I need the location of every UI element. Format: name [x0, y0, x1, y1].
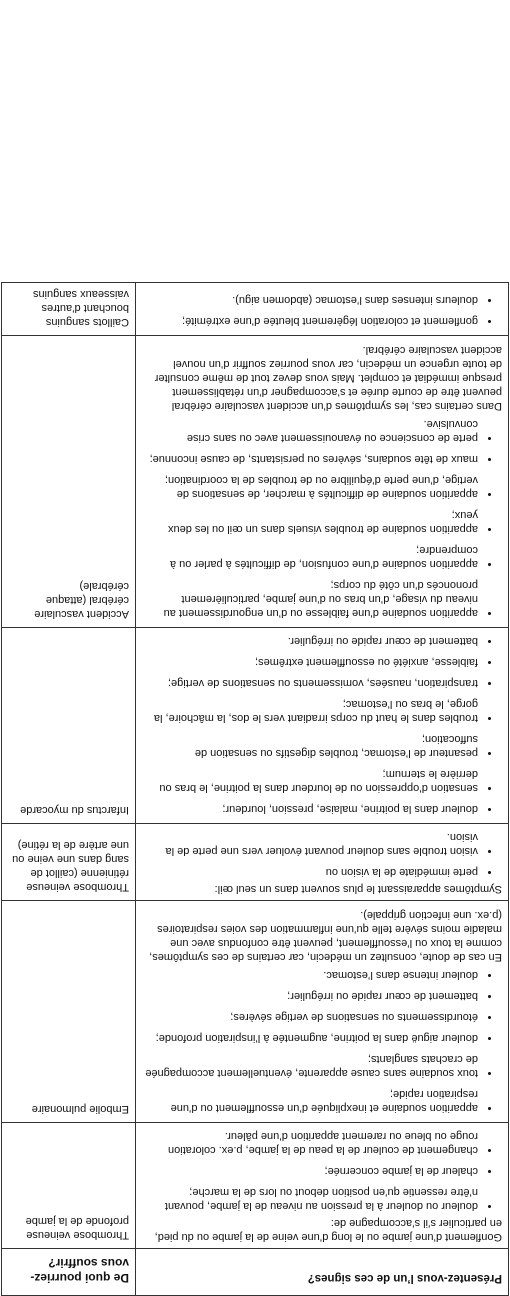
list-item: • battement de cœur rapide ou irrégulier;: [142, 989, 478, 1003]
list-item: • pesanteur de l’estomac, troubles digestifs ou sensation de suffocation;: [142, 732, 478, 760]
list-item: • apparition soudaine de difficultés à marcher, de sensations de vertige, d’une perte d’équilibre ou de troubles de la coordination;: [142, 473, 478, 501]
signs-note: En cas de doute, consultez un médecin, car certains de ces symptômes, comme la toux ou l’essoufflement, peuvent être confondus avec une maladie moins sévère telle qu’une inflammation des voies respiratoires (p.ex. une infection grippale).: [149, 909, 502, 963]
table-row: [2, 1123, 509, 1249]
table-row: [2, 901, 509, 1123]
condition-cell: Caillots sanguins bouchant d’autres vaisseaux sanguins: [2, 283, 136, 336]
list-item: • perte immédiate de la vision ou: [142, 865, 478, 879]
signs-list: [142, 1129, 502, 1213]
list-item: • gonflement et coloration légèrement bleutée d’une extrémité;: [142, 314, 478, 328]
header-condition: De quoi pourriez-vous souffrir?: [2, 1249, 136, 1296]
condition-cell: Accident vasculaire cérébral (attaque cérébrale): [2, 336, 136, 628]
list-item: • apparition soudaine d’une confusion, de difficultés à parler ou à comprendre;: [142, 543, 478, 571]
table-row: [2, 824, 509, 901]
signs-cell: [136, 824, 509, 901]
list-item: • douleur intense dans l’estomac.: [142, 968, 478, 982]
signs-intro: Gonflement d’une jambe ou le long d’une veine de la jambe ou du pied, en particulier s’il s’accompagne de:: [154, 1217, 502, 1243]
condition-cell: Embolie pulmonaire: [2, 901, 136, 1123]
condition-cell: Thrombose veineuse profonde de la jambe: [2, 1123, 136, 1249]
list-item: • transpiration, nausées, vomissements ou sensations de vertige;: [142, 676, 478, 690]
table-header-row: [2, 1249, 509, 1296]
condition-cell: Thrombose veineuse rétinienne (caillot de sang dans une veine ou une artère de la rétine): [2, 824, 136, 901]
list-item: • battement de cœur rapide ou irrégulier.: [142, 634, 478, 648]
list-item: • douleur ou douleur à la pression au niveau de la jambe, pouvant n’être ressentie qu’en position debout ou lors de la marche;: [142, 1185, 478, 1213]
signs-cell: [136, 283, 509, 336]
signs-cell: [136, 628, 509, 824]
table-row: [2, 628, 509, 824]
list-item: • chaleur de la jambe concernée;: [142, 1164, 478, 1178]
signs-list: [142, 293, 502, 328]
list-item: • sensation d’oppression ou de lourdeur dans la poitrine, le bras ou derrière le sternum;: [142, 767, 478, 795]
list-item: • étourdissements ou sensations de vertige sévères;: [142, 1010, 478, 1024]
signs-list: [142, 634, 502, 816]
signs-list: [142, 417, 502, 620]
list-item: • douleur dans la poitrine, malaise, pression, lourdeur;: [142, 802, 478, 816]
list-item: • troubles dans le haut du corps irradiant vers le dos, la mâchoire, la gorge, le bras ou l’estomac;: [142, 697, 478, 725]
signs-cell: [136, 1123, 509, 1249]
signs-cell: [136, 336, 509, 628]
list-item: • changement de couleur de la peau de la jambe, p.ex. coloration rouge ou bleue ou rarement apparition d’une pâleur.: [142, 1129, 478, 1157]
signs-list: [142, 968, 502, 1115]
signs-intro: Symptômes apparaissant le plus souvent dans un seul œil:: [214, 883, 502, 895]
list-item: • apparition soudaine d’une faiblesse ou d’un engourdissement au niveau du visage, d’un bras ou d’une jambe, particulièrement prononcés d’un côté du corps;: [142, 578, 478, 620]
list-item: • vision trouble sans douleur pouvant évoluer vers une perte de la vision.: [142, 830, 478, 858]
list-item: • maux de tête soudains, sévères ou persistants, de cause inconnue;: [142, 452, 478, 466]
signs-note: Dans certains cas, les symptômes d’un accident vasculaire cérébral peuvent être de courte durée et s’accompagner d’un rétablissement presque immédiat et complet. Mais vous devez tout de même consulter de toute urgence un médecin, car vous pourriez souffrir d’un nouvel accident vasculaire cérébral.: [154, 344, 502, 412]
list-item: • douleur aiguë dans la poitrine, augmentée à l’inspiration profonde;: [142, 1031, 478, 1045]
list-item: • toux soudaine sans cause apparente, éventuellement accompagnée de crachats sanglants;: [142, 1052, 478, 1080]
signs-cell: [136, 901, 509, 1123]
header-signs: Présentez-vous l’un de ces signes?: [136, 1249, 509, 1296]
list-item: • perte de conscience ou évanouissement avec ou sans crise convulsive.: [142, 417, 478, 445]
list-item: • faiblesse, anxiété ou essoufflement extrêmes;: [142, 655, 478, 669]
list-item: • apparition soudaine de troubles visuels dans un œil ou les deux yeux;: [142, 508, 478, 536]
list-item: • douleurs intenses dans l’estomac (abdomen aigu).: [142, 293, 478, 307]
table-row: [2, 336, 509, 628]
list-item: • apparition soudaine et inexpliquée d’un essoufflement ou d’une respiration rapide;: [142, 1087, 478, 1115]
symptoms-table: [1, 282, 509, 1296]
table-row: [2, 283, 509, 336]
condition-cell: Infarctus du myocarde: [2, 628, 136, 824]
signs-list: [142, 830, 502, 879]
